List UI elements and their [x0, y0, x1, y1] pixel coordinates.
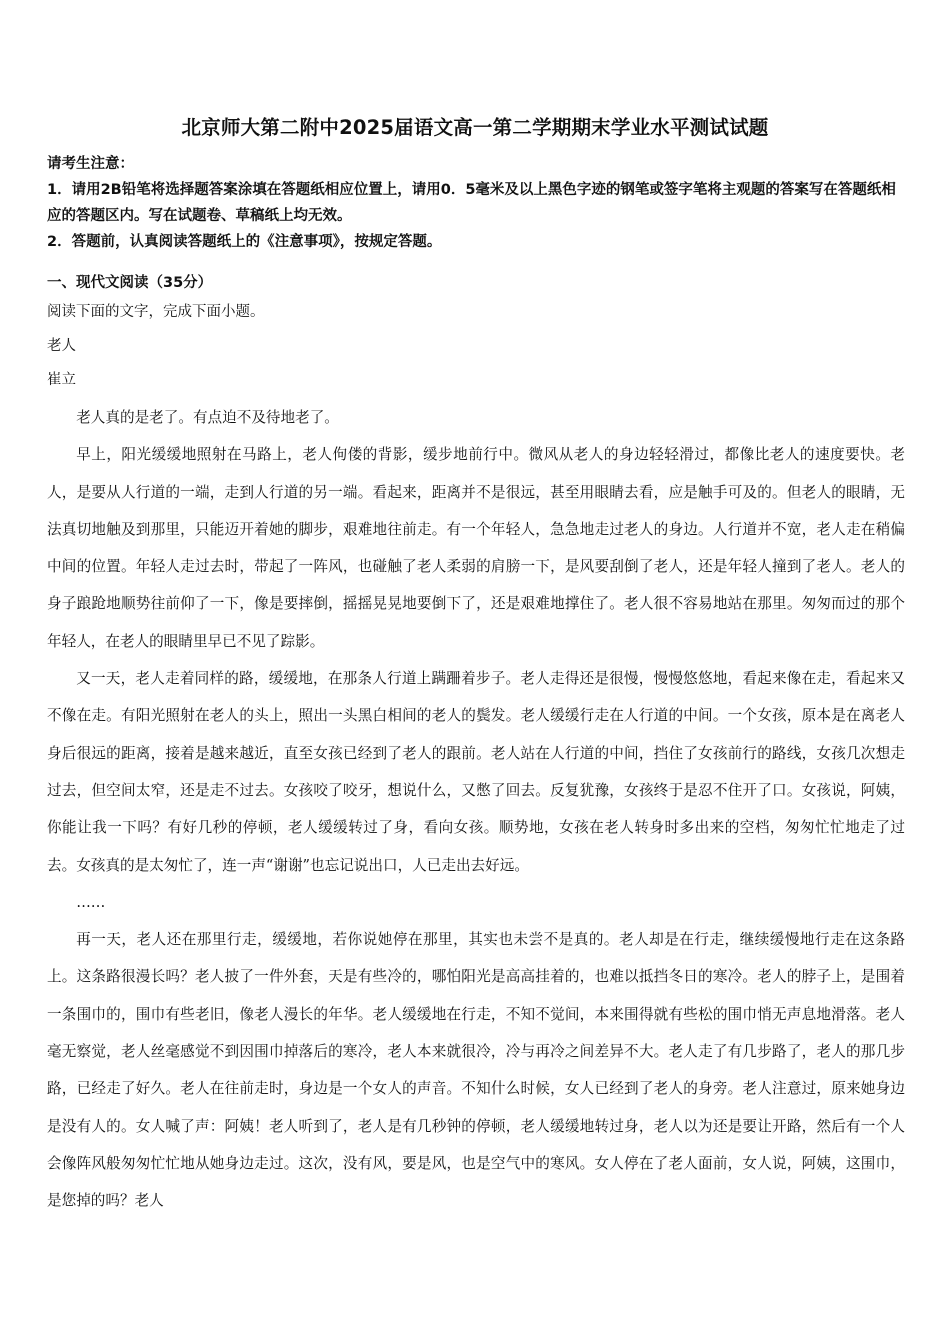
- exam-title: 北京师大第二附中2025届语文高一第二学期期末学业水平测试试题: [181, 116, 769, 139]
- section-heading: 一、现代文阅读（35分）: [47, 275, 213, 291]
- ellipsis: ……: [76, 893, 106, 911]
- paragraph: 再一天，老人还在那里行走，缓缓地，若你说她停在那里，其实也未尝不是真的。老人却是在行走，继续缓慢地行走在这条路上。这条路很漫长吗？老人披了一件外套，天是有些冷的，哪怕阳光是高高挂着的，也难以抵挡冬日的寒冷。老人的脖子上，是围着一条围巾的，围巾有些老旧，像老人漫长的年华。老人缓缓地在行走，不知不觉间，本来围得就有些松的围巾悄无声息地滑落。老人毫无察觉，老人丝毫感觉不到因围巾掉落后的寒冷，老人本来就很冷，冷与再冷之间差异不大。老人走了有几步路了，老人的那几步路，已经走了好久。老人在往前走时，身边是一个女人的声音。不知什么时候，女人已经到了老人的身旁。老人注意过，原来她身边是没有人的。女人喊了声：阿姨！老人听到了，老人是有几秒钟的停顿，老人缓缓地转过身，老人以为还是要让开路，然后有一个人会像阵风般匆匆忙忙地从她身边走过。这次，没有风，要是风，也是空气中的寒风。女人停在了老人面前，女人说，阿姨，这围巾，是您掉的吗？老人: [47, 931, 905, 1210]
- story-body: [47, 399, 905, 1220]
- paragraph: 又一天，老人走着同样的路，缓缓地，在那条人行道上蹒跚着步子。老人走得还是很慢，慢慢悠悠地，看起来像在走，看起来又不像在走。有阳光照射在老人的头上，照出一头黑白相间的老人的鬓发。老人缓缓行走在人行道的中间。一个女孩，原本是在离老人身后很远的距离，接着是越来越近，直至女孩已经到了老人的跟前。老人站在人行道的中间，挡住了女孩前行的路线，女孩几次想走过去，但空间太窄，还是走不过去。女孩咬了咬牙，想说什么，又憋了回去。反复犹豫，女孩终于是忍不住开了口。女孩说，阿姨，你能让我一下吗？有好几秒的停顿，老人缓缓转过了身，看向女孩。顺势地，女孩在老人转身时多出来的空档，匆匆忙忙地走了过去。女孩真的是太匆忙了，连一声“谢谢”也忘记说出口，人已走出去好远。: [47, 670, 905, 874]
- notice-item-1: 1．请用2B铅笔将选择题答案涂填在答题纸相应位置上，请用0．5毫米及以上黑色字迹的钢笔或签字笔将主观题的答案写在答题纸相应的答题区内。写在试题卷、草稿纸上均无效。: [47, 182, 896, 224]
- reading-instruction: 阅读下面的文字，完成下面小题。: [47, 304, 265, 320]
- paragraph: 老人真的是老了。有点迫不及待地老了。: [76, 409, 339, 426]
- notice-heading: 请考生注意：: [47, 156, 134, 172]
- story-title: 老人: [47, 338, 76, 354]
- exam-notice: [47, 151, 907, 255]
- notice-item-2: 2．答题前，认真阅读答题纸上的《注意事项》，按规定答题。: [47, 234, 442, 250]
- paragraph: 早上，阳光缓缓地照射在马路上，老人佝偻的背影，缓步地前行中。微风从老人的身边轻轻滑过，都像比老人的速度要快。老人，是要从人行道的一端，走到人行道的另一端。看起来，距离并不是很远，甚至用眼睛去看，应是触手可及的。但老人的眼睛，无法真切地触及到那里，只能迈开着她的脚步，艰难地往前走。有一个年轻人，急急地走过老人的身边。人行道并不宽，老人走在稍偏中间的位置。年轻人走过去时，带起了一阵风，也碰触了老人柔弱的肩膀一下，是风要刮倒了老人，还是年轻人撞到了老人。老人的身子踉跄地顺势往前仰了一下，像是要摔倒，摇摇晃晃地要倒下了，还是艰难地撑住了。老人很不容易地站在那里。匆匆而过的那个年轻人，在老人的眼睛里早已不见了踪影。: [47, 446, 905, 650]
- story-author: 崔立: [47, 372, 76, 388]
